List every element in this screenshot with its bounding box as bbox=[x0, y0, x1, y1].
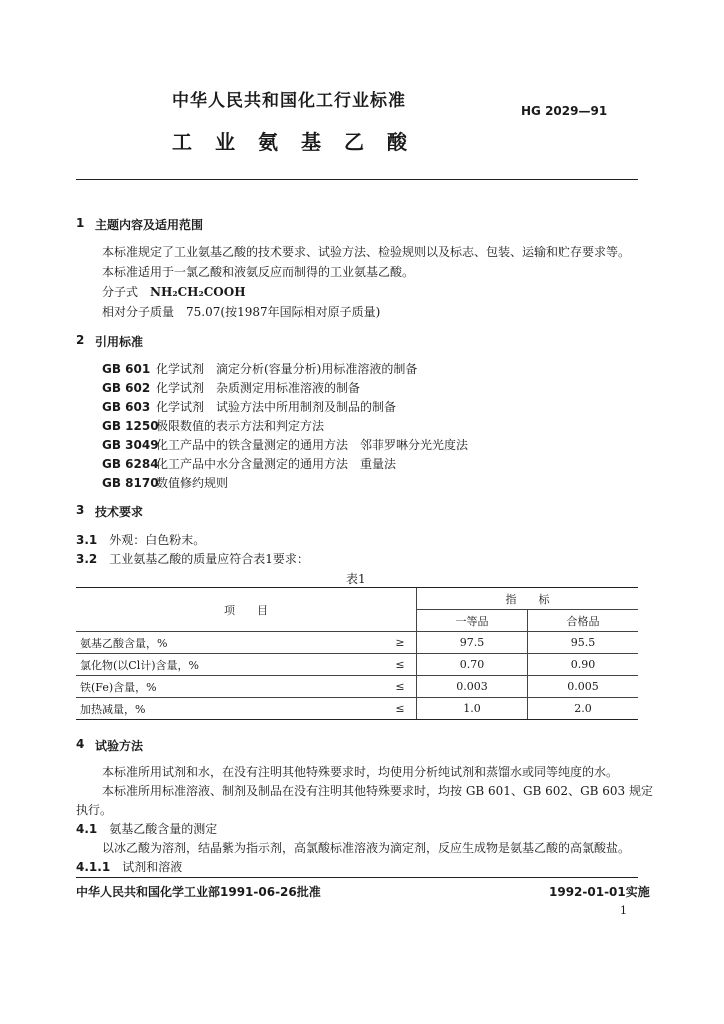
row-item: 氯化物(以Cl计)含量，% bbox=[76, 654, 384, 676]
reference-code: GB 3049 bbox=[102, 438, 159, 452]
page-number: 1 bbox=[620, 904, 627, 917]
molecular-formula: NH₂CH₂COOH bbox=[150, 285, 246, 299]
row-item: 铁(Fe)含量，% bbox=[76, 676, 384, 698]
reference-item bbox=[102, 436, 468, 453]
reference-code: GB 1250 bbox=[102, 419, 159, 433]
header-index: 指 标 bbox=[417, 588, 639, 610]
clause-number: 4.1 bbox=[76, 822, 98, 836]
quality-spec-table bbox=[76, 587, 638, 720]
row-operator: ≥ bbox=[384, 632, 417, 654]
mass-line bbox=[102, 303, 380, 320]
section-3-number: 3 bbox=[76, 503, 85, 517]
table-row bbox=[76, 654, 638, 676]
row-grade-2: 95.5 bbox=[528, 632, 639, 654]
section-1-paragraph-2: 本标准适用于一氯乙酸和液氨反应而制得的工业氨基乙酸。 bbox=[102, 265, 415, 279]
mass-value: 75.07(按1987年国际相对原子质量) bbox=[186, 305, 381, 319]
clause-3-1 bbox=[76, 531, 205, 548]
effective-date: 1992-01-01实施 bbox=[549, 885, 650, 899]
row-grade-1: 97.5 bbox=[417, 632, 528, 654]
reference-code: GB 6284 bbox=[102, 457, 159, 471]
reference-title: 化学试剂 滴定分析(容量分析)用标准溶液的制备 bbox=[156, 362, 418, 376]
clause-3-2 bbox=[76, 550, 309, 567]
reference-code: GB 603 bbox=[102, 400, 151, 414]
section-4-paragraph-2: 本标准所用标准溶液、制剂及制品在没有注明其他特殊要求时，均按 GB 601、GB 602、GB 603 规定 bbox=[102, 784, 654, 798]
clause-4-1-1 bbox=[76, 858, 182, 875]
section-2-number: 2 bbox=[76, 333, 85, 347]
clause-number: 3.1 bbox=[76, 533, 98, 547]
row-operator: ≤ bbox=[384, 698, 417, 720]
reference-item bbox=[102, 474, 228, 491]
header-grade-2: 合格品 bbox=[528, 610, 639, 632]
clause-title: 试剂和溶液 bbox=[122, 860, 183, 874]
section-1-paragraph-1: 本标准规定了工业氨基乙酸的技术要求、试验方法、检验规则以及标志、包装、运输和贮存要求等。 bbox=[102, 245, 631, 259]
reference-item bbox=[102, 417, 324, 434]
row-grade-1: 0.70 bbox=[417, 654, 528, 676]
section-4-number: 4 bbox=[76, 737, 85, 751]
clause-title: 氨基乙酸含量的测定 bbox=[109, 822, 218, 836]
section-2-heading: 引用标准 bbox=[95, 335, 144, 349]
reference-item bbox=[102, 398, 396, 415]
section-1-number: 1 bbox=[76, 216, 85, 230]
table-row bbox=[76, 676, 638, 698]
section-4-paragraph-1: 本标准所用试剂和水，在没有注明其他特殊要求时，均使用分析纯试剂和蒸馏水或同等纯度的水。 bbox=[102, 765, 619, 779]
reference-title: 化工产品中水分含量测定的通用方法 重量法 bbox=[156, 457, 397, 471]
clause-text: 工业氨基乙酸的质量应符合表1要求： bbox=[109, 552, 309, 566]
row-operator: ≤ bbox=[384, 654, 417, 676]
section-1-heading: 主题内容及适用范围 bbox=[95, 218, 204, 232]
reference-item bbox=[102, 360, 417, 377]
reference-title: 化学试剂 试验方法中所用制剂及制品的制备 bbox=[156, 400, 397, 414]
formula-label: 分子式 bbox=[102, 285, 139, 299]
table-caption: 表1 bbox=[346, 572, 366, 586]
header-divider bbox=[76, 179, 638, 180]
table-header-row bbox=[76, 588, 638, 610]
standard-code: HG 2029—91 bbox=[521, 104, 608, 118]
clause-number: 3.2 bbox=[76, 552, 98, 566]
reference-item bbox=[102, 455, 396, 472]
row-item: 加热减量，% bbox=[76, 698, 384, 720]
row-grade-2: 2.0 bbox=[528, 698, 639, 720]
clause-4-1 bbox=[76, 820, 217, 837]
reference-title: 化工产品中的铁含量测定的通用方法 邻菲罗啉分光光度法 bbox=[156, 438, 469, 452]
reference-code: GB 8170 bbox=[102, 476, 159, 490]
clause-text: 外观：白色粉末。 bbox=[109, 533, 206, 547]
reference-title: 极限数值的表示方法和判定方法 bbox=[156, 419, 325, 433]
row-grade-1: 1.0 bbox=[417, 698, 528, 720]
table-row bbox=[76, 698, 638, 720]
approval-note: 中华人民共和国化学工业部1991-06-26批准 bbox=[76, 885, 321, 899]
row-grade-1: 0.003 bbox=[417, 676, 528, 698]
formula-line bbox=[102, 283, 246, 300]
header-grade-1: 一等品 bbox=[417, 610, 528, 632]
reference-code: GB 601 bbox=[102, 362, 151, 376]
section-4-paragraph-2-cont: 执行。 bbox=[76, 803, 113, 817]
row-grade-2: 0.005 bbox=[528, 676, 639, 698]
header-item: 项 目 bbox=[76, 588, 417, 632]
mass-label: 相对分子质量 bbox=[102, 305, 175, 319]
reference-title: 化学试剂 杂质测定用标准溶液的制备 bbox=[156, 381, 361, 395]
reference-item bbox=[102, 379, 360, 396]
row-grade-2: 0.90 bbox=[528, 654, 639, 676]
clause-number: 4.1.1 bbox=[76, 860, 111, 874]
row-item: 氨基乙酸含量，% bbox=[76, 632, 384, 654]
table-row bbox=[76, 632, 638, 654]
footer-divider bbox=[76, 877, 638, 878]
clause-4-1-paragraph: 以冰乙酸为溶剂，结晶紫为指示剂，高氯酸标准溶液为滴定剂，反应生成物是氨基乙酸的高氯酸盐。 bbox=[102, 841, 631, 855]
section-3-heading: 技术要求 bbox=[95, 505, 144, 519]
document-title: 工业氨基乙酸 bbox=[172, 130, 430, 154]
section-4-heading: 试验方法 bbox=[95, 739, 144, 753]
reference-title: 数值修约规则 bbox=[156, 476, 229, 490]
reference-code: GB 602 bbox=[102, 381, 151, 395]
row-operator: ≤ bbox=[384, 676, 417, 698]
standard-title: 中华人民共和国化工行业标准 bbox=[172, 91, 406, 111]
